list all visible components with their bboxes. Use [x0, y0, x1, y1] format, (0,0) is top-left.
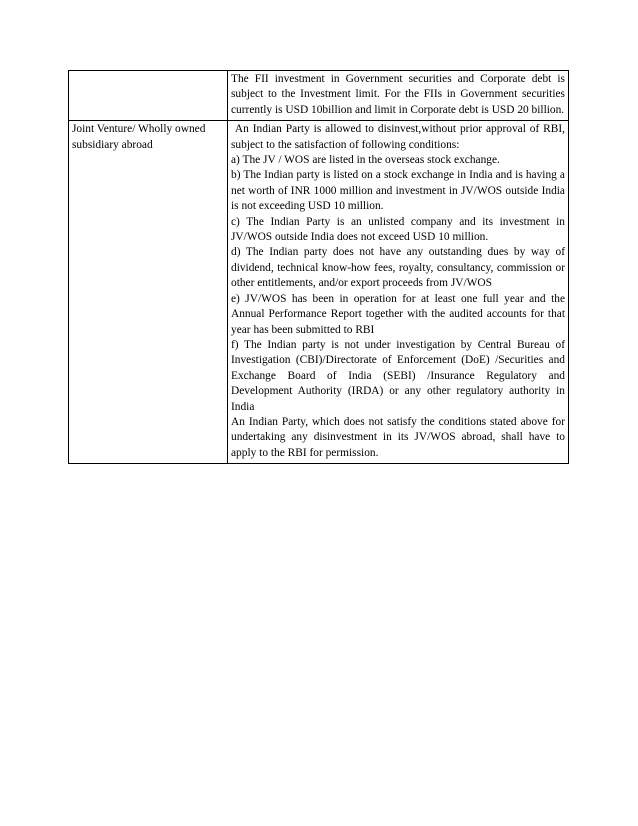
condition-e: e) JV/WOS has been in operation for at least one full year and the Annual Performance Report together with the audited accounts for that year has been submitted to RBI [231, 292, 565, 336]
disinvest-intro-paragraph: An Indian Party is allowed to disinvest,without prior approval of RBI, subject to the satisfaction of following conditions: [231, 123, 568, 151]
regulation-table [68, 70, 569, 464]
table-row [69, 121, 569, 464]
row-content-cell [228, 121, 569, 464]
condition-d: d) The Indian party does not have any outstanding dues by way of dividend, technical know-how fees, royalty, consultancy, commission or other entitlements, and/or export proceeds from JV/WOS [231, 246, 565, 290]
rbi-permission-paragraph: An Indian Party, which does not satisfy the conditions stated above for undertaking any disinvestment in its JV/WOS abroad, shall have to apply to the RBI for permission. [231, 415, 565, 459]
row-label-cell [69, 71, 228, 121]
condition-f: f) The Indian party is not under investigation by Central Bureau of Investigation (CBI)/Directorate of Enforcement (DoE) /Securities and Exchange Board of India (SEBI) /Insurance Regulatory and Development Authority (IRDA) or any other regulatory authority in India [231, 338, 565, 413]
condition-b: b) The Indian party is listed on a stock exchange in India and is having a net worth of INR 1000 million and investment in JV/WOS outside India is not exceeding USD 10 million. [231, 169, 565, 213]
condition-a: a) The JV / WOS are listed in the overseas stock exchange. [231, 154, 500, 167]
row-label-cell [69, 121, 228, 464]
fii-investment-paragraph: The FII investment in Government securities and Corporate debt is subject to the Investment limit. For the FIIs in Government securities currently is USD 10billion and limit in Corporate debt is USD 20 billion. [231, 73, 565, 116]
condition-c: c) The Indian Party is an unlisted company and its investment in JV/WOS outside India does not exceed USD 10 million. [231, 215, 565, 244]
row-content-cell [228, 71, 569, 121]
table-row [69, 71, 569, 121]
row-label: Joint Venture/ Wholly owned subsidiary abroad [72, 123, 206, 151]
